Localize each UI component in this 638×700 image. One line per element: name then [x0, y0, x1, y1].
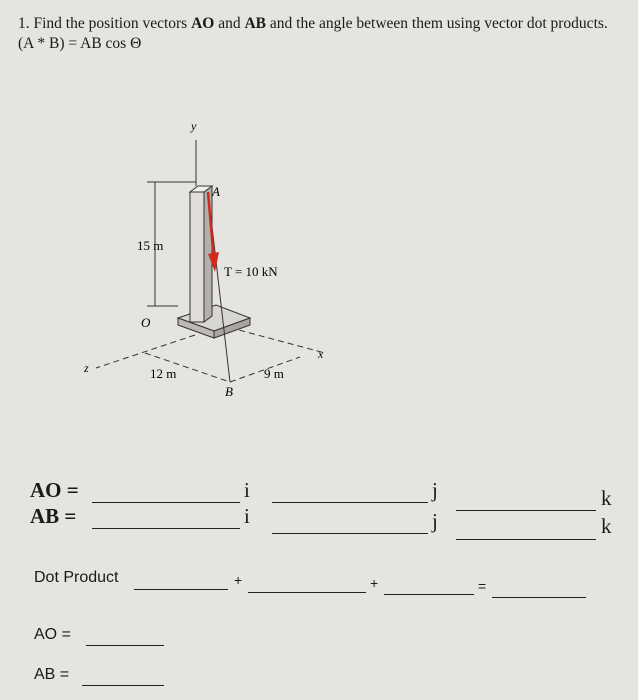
ab-j-blank[interactable] [272, 533, 428, 534]
dot-product-label: Dot Product [34, 569, 119, 586]
axis-label-x: x [318, 347, 324, 361]
question-formula: (A * B) = AB cos Θ [18, 35, 142, 52]
question-text-b: and the angle between them using vector dot products. [269, 15, 608, 32]
dot-term-3-blank[interactable] [384, 594, 474, 595]
question-bold-ab: AB [244, 15, 267, 32]
ab-magnitude-label: AB = [34, 666, 70, 683]
ab-unit-j: j [432, 509, 438, 533]
question-bold-ao: AO [191, 15, 215, 32]
ao-unit-i: i [244, 478, 250, 502]
dot-term-2-blank[interactable] [248, 592, 366, 593]
ao-k-blank[interactable] [456, 510, 596, 511]
ab-k-blank[interactable] [456, 539, 596, 540]
ab-unit-i: i [244, 504, 250, 528]
point-label-o: O [141, 315, 151, 330]
question-text-a: Find the position vectors [33, 15, 188, 32]
ao-unit-k: k [601, 486, 612, 510]
ao-unit-j: j [432, 478, 438, 502]
ab-vector-label: AB = [30, 504, 77, 528]
question-number: 1. [18, 15, 30, 32]
tension-label: T = 10 kN [224, 264, 278, 279]
ao-magnitude-label: AO = [34, 626, 71, 643]
dist-label-9: 9 m [264, 366, 284, 381]
dot-plus-1: + [234, 572, 243, 588]
point-label-b: B [225, 384, 233, 399]
axis-label-y: y [191, 119, 197, 133]
ao-vector-label: AO = [30, 478, 79, 502]
ao-magnitude-blank[interactable] [86, 645, 164, 646]
height-label: 15 m [137, 238, 164, 253]
dist-label-12: 12 m [150, 366, 177, 381]
ab-i-blank[interactable] [92, 528, 240, 529]
pole-front [190, 192, 204, 322]
ab-magnitude-blank[interactable] [82, 685, 164, 686]
question-text-and: and [218, 15, 241, 32]
dot-term-1-blank[interactable] [134, 589, 228, 590]
dot-result-blank[interactable] [492, 597, 586, 598]
dot-equals: = [478, 578, 487, 594]
point-label-a: A [212, 184, 220, 199]
dot-plus-2: + [370, 575, 379, 591]
ao-i-blank[interactable] [92, 502, 240, 503]
axis-label-z: z [84, 361, 89, 375]
z-axis-line [96, 335, 195, 368]
ao-j-blank[interactable] [272, 502, 428, 503]
ab-unit-k: k [601, 514, 612, 538]
